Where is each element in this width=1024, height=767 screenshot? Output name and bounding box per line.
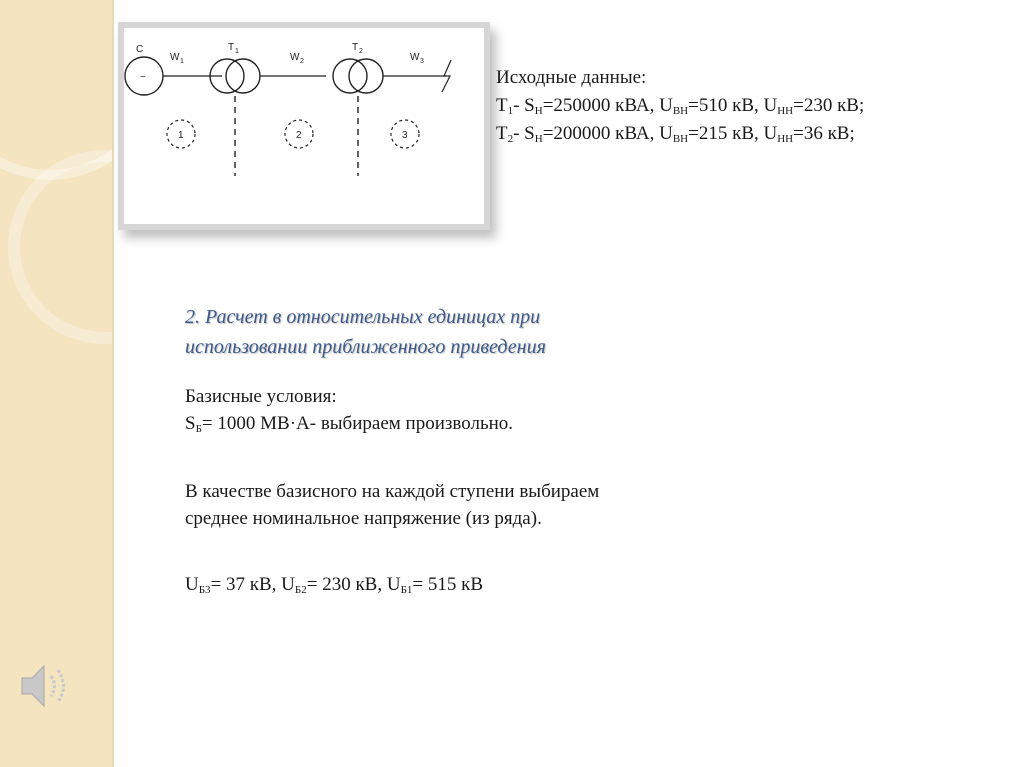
t2-sub: 2 (359, 48, 363, 55)
t1-u1-value: =510 кВ, U (688, 95, 778, 116)
generator-symbol: ~ (140, 72, 146, 83)
basis-power (185, 410, 825, 437)
u-b3-sub: Б3 (198, 584, 211, 596)
circuit-svg (124, 28, 460, 200)
heading-line-2: использовании приближенного приведения (185, 336, 546, 358)
t1-label: T (228, 42, 235, 53)
fault-arrow-icon (442, 60, 451, 92)
t1-name: Т (496, 95, 508, 116)
panel-divider (112, 0, 114, 767)
u-b2-value: = 230 кВ, U (306, 574, 401, 595)
t2-parameters (496, 120, 1016, 148)
source-data-title: Исходные данные: (496, 67, 647, 88)
t1-name-sub: 1 (507, 105, 514, 117)
paragraph-line-1: В качестве базисного на каждой ступени выбираем (185, 481, 600, 502)
t1-s-prefix: - S (513, 95, 535, 116)
w2-label: W (290, 52, 300, 63)
w2-sub: 2 (300, 58, 304, 65)
w3-sub: 3 (420, 58, 424, 65)
t1-u1-sub: ВН (672, 105, 689, 117)
transformer-t2-primary (333, 59, 367, 93)
decorative-side-panel (0, 0, 112, 767)
paragraph-line-2: среднее номинальное напряжение (из ряда). (185, 508, 542, 529)
circuit-diagram (118, 22, 490, 230)
basis-conditions (185, 383, 825, 437)
w1-sub: 1 (180, 58, 184, 65)
basis-title: Базисные условия: (185, 386, 337, 407)
t1-s-value: =250000 кВА, U (542, 95, 673, 116)
basis-s-prefix: S (185, 413, 196, 434)
basis-s-text: = 1000 МВ·А- выбираем произвольно. (201, 413, 514, 434)
w1-label: W (170, 52, 180, 63)
t2-u1-value: =215 кВ, U (688, 123, 778, 144)
t1-u2-sub: НН (777, 105, 794, 117)
t2-u1-sub: ВН (672, 133, 689, 145)
basis-s-sub: Б (195, 423, 202, 435)
source-data-block (496, 64, 1016, 148)
t2-u2-value: =36 кВ; (793, 123, 855, 144)
basis-voltages (185, 571, 825, 598)
transformer-t2-secondary (349, 59, 383, 93)
t1-s-sub: Н (534, 105, 543, 117)
u-b3-value: = 37 кВ, U (210, 574, 295, 595)
voltage-paragraph (185, 478, 825, 532)
heading-line-1: 2. Расчет в относительных единицах при (185, 306, 541, 328)
t1-sub: 1 (235, 48, 239, 55)
t1-u2-value: =230 кВ; (793, 95, 865, 116)
t2-s-value: =200000 кВА, U (542, 123, 673, 144)
t1-parameters (496, 92, 1016, 120)
t2-label: T (352, 42, 359, 53)
speaker-icon[interactable] (18, 662, 74, 710)
transformer-t1-secondary (226, 59, 260, 93)
t2-name: Т (496, 123, 508, 144)
t2-s-prefix: - S (513, 123, 535, 144)
t2-u2-sub: НН (777, 133, 794, 145)
u-b1-value: = 515 кВ (412, 574, 484, 595)
w3-label: W (410, 52, 420, 63)
u-b3-prefix: U (185, 574, 199, 595)
generator-label: C (136, 44, 144, 55)
zone-2-label: 2 (296, 130, 302, 141)
t2-s-sub: Н (534, 133, 543, 145)
zone-1-label: 1 (178, 130, 184, 141)
u-b1-sub: Б1 (400, 584, 413, 596)
section-heading (185, 302, 785, 362)
zone-3-label: 3 (402, 130, 408, 141)
t2-name-sub: 2 (507, 133, 514, 145)
u-b2-sub: Б2 (294, 584, 307, 596)
